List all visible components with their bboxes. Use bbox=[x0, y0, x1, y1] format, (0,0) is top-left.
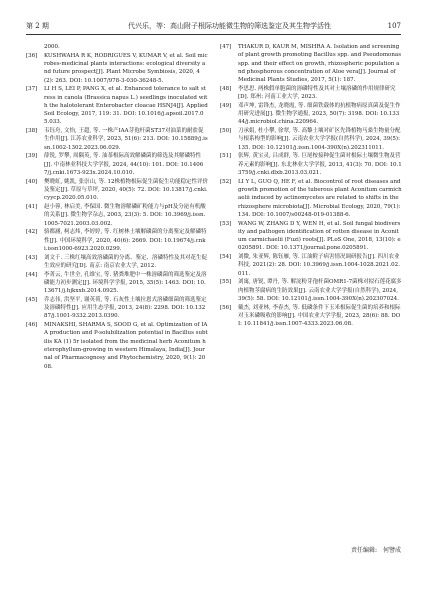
reference-entry bbox=[220, 253, 402, 278]
reference-number: [45] bbox=[26, 296, 38, 303]
reference-text: 张辉, 黄宝灵, 吕成群, 等. 巨尾桉接种促生菌对根际土壤微生物及营养元素的影响[J]. 东北林业大学学报, 2013, 41(3): 70. DOI: 10.13759/j.cnki.dlxb.2013.03.021. bbox=[238, 153, 402, 177]
reference-text: 乔志伟, 洪坚平, 谢英荷, 等. 石灰性土壤拉恩式溶磷细菌的筛选鉴定及溶磷特性[J]. 应用生态学报, 2013, 24(8): 2298. DOI: 10.13287/j.1001-9332.2013.0390. bbox=[44, 296, 207, 320]
reference-text: 骆都涵, 柯志炜, 李婷婷, 等. 红树林土壤解磷菌的分离鉴定及解磷特性[J]. 中国环境科学, 2020, 40(6): 2669. DOI: 10.19674/j.cnki.issn1000-6923.2020.0299. bbox=[44, 229, 207, 252]
reference-number: [44] bbox=[26, 271, 38, 278]
reference-text: 刘微, 朱亚辉, 陈钰雁, 等. 江油附子病害情况调研报告[J]. 四川农业科技, 2021(2): 28. DOI: 10.3969/j.issn.1004-1028.2021.02.011. bbox=[238, 254, 400, 277]
reference-number: [40] bbox=[26, 178, 38, 185]
reference-text: LI Y L, GUO Q, HE F, et al. Biocontrol of root diseases and growth promotion of the tuberous plant Aconitum carmichaelii induced by actinomycetes are related to shifts in the rhizosphere microbiota[J]. Microbial Ecology, 2020, 79(1): 134. DOI: 10.1007/s00248-019-01388-6. bbox=[238, 178, 402, 218]
reference-entry bbox=[220, 127, 402, 152]
reference-entry bbox=[26, 178, 208, 203]
reference-number: [37] bbox=[26, 86, 38, 93]
reference-number: [52] bbox=[220, 178, 232, 185]
reference-entry bbox=[26, 321, 208, 371]
reference-number: [49] bbox=[220, 102, 232, 109]
reference-entry bbox=[220, 43, 402, 84]
page-number: 107 bbox=[387, 22, 401, 30]
reference-text: 薛锐, 罗攀, 周隅英, 等. 油茶根际高效解磷菌的筛选及其解磷特性[J]. 中南林业科技大学学报, 2024, 44(10): 101. DOI: 10.14067/j.cnki.1673-923x.2024.10.010. bbox=[44, 153, 204, 177]
editor-name: 何譬成 bbox=[382, 547, 401, 554]
reference-column-right bbox=[220, 43, 402, 329]
reference-number: [41] bbox=[26, 203, 38, 210]
issue-number: 第 2 期 bbox=[26, 22, 49, 30]
reference-column-left bbox=[26, 43, 208, 371]
reference-text: MINAKSHI, SHARMA S, SOOD G, et al. Optimization of IAA production and P-solubilization potential in Bacillus subtilis KA (1) 5r isolated from the medicinal herb Aconitum heterophyllum-growing in western Himalaya, India[J]. Journal of Pharmacognosy and Phytochemistry, 2020, 9(1): 2008. bbox=[44, 322, 208, 370]
reference-number: [51] bbox=[220, 153, 232, 160]
reference-number: [47] bbox=[220, 44, 232, 50]
reference-entry bbox=[26, 296, 208, 321]
reference-entry bbox=[220, 152, 402, 177]
reference-number: [53] bbox=[220, 220, 232, 227]
reference-number: [55] bbox=[220, 279, 232, 286]
editor-label: 责任编辑: bbox=[350, 547, 377, 554]
reference-number: [50] bbox=[220, 128, 232, 135]
reference-entry bbox=[220, 102, 402, 127]
reference-text: 赵小蓉, 林启美, 李保国. 微生物溶解磷矿粉能力与pH及分泌有机酸的关系[J]. 微生物学杂志, 2003, 23(3): 5. DOI: 10.3969/j.issn.1005-7021.2003.03.002. bbox=[44, 203, 206, 227]
reference-number: [39] bbox=[26, 153, 38, 160]
reference-text: 李菁云, 牛世全, 孔维宝, 等. 猪粪堆肥中一株溶磷菌的筛选鉴定及溶磷能力初步测定[J]. 环境科学学报, 2015, 35(5): 1463. DOI: 10.13671/j.hjkxxb.2014.0925. bbox=[44, 271, 207, 295]
reference-entry bbox=[26, 85, 208, 126]
reference-text: KUSHWAHA R K, RODRIGUES V, KUMAR V, et al. Soil microbes-medicinal plants interactions: ecological diversity and future prospect[J]. Plant Microbe Symbiosis, 2020, 4(2): 263. DOI: 10.1007/978-3-030-36248-5. bbox=[44, 52, 208, 84]
reference-entry bbox=[26, 254, 208, 271]
reference-text: 李思思. 两株假单胞菌的溶磷特性及其对土壤溶磷的作用规律研究[D]. 郑州: 河南工业大学, 2023. bbox=[238, 85, 396, 101]
reference-text: 刀承娟, 杜小攀, 徐翠, 等. 高黎土壤对矿区先锋植物马桑生物量分配与根系构型的影响[J]. 云南农业大学学报(自然科学), 2024, 39(5): 135. DOI: 10.12101/j.issn.1004-390X(n).202311011. bbox=[238, 128, 401, 151]
reference-continuation: 2000. bbox=[44, 44, 60, 50]
running-title: 代兴乐，等：高山附子根际功能微生物的筛选鉴定及其生物学活性 bbox=[128, 22, 331, 30]
reference-entry bbox=[220, 304, 402, 329]
reference-entry bbox=[26, 152, 208, 177]
reference-text: 刘寓, 唐锐, 谭丹, 等. 解淀粉芽孢杆菌OMR1-7菌株对拟石莲花腐多肉植物茎腐病的生防效果[J]. 云南农业大学学报(自然科学), 2024, 39(5): 58. DOI: 10.12101/j.issn.1004-390X(n).202307024. bbox=[238, 279, 402, 303]
reference-entry bbox=[26, 203, 208, 228]
reference-entry bbox=[220, 278, 402, 303]
reference-entry bbox=[26, 228, 208, 253]
reference-number: [56] bbox=[220, 304, 232, 311]
running-header bbox=[26, 22, 401, 35]
responsible-editor bbox=[351, 547, 401, 555]
reference-number: [46] bbox=[26, 322, 38, 329]
reference-text: 刘文千. 三株红壤高效溶磷菌的分离、鉴定、溶磷特性及其对花生促生效应的研究[D]. 南京: 南京农业大学, 2012. bbox=[44, 254, 207, 269]
reference-text: 邓声坤, 雷锋杰, 龙晓霞, 等. 细菌铁载体的抗植物病原真菌及促生作用研究进展[J]. 微生物学通报, 2023, 50(7): 3198. DOI: 10.13344/j.microbiol.china.220964. bbox=[238, 102, 401, 126]
reference-number: [48] bbox=[220, 85, 232, 92]
reference-text: 樊晓虹, 姚凯, 张崇山, 等. 12株植物根际促生菌促生功能稳定性评价及鉴定[J]. 草原与草坪, 2020, 40(5): 72. DOI: 10.13817/j.cnki.cyycp.2020.05.010. bbox=[44, 178, 208, 202]
reference-entry bbox=[26, 271, 208, 296]
reference-text: 韦钰舟, 文怡, 王超, 等. 一株产IAA芽孢杆菌ST37对油菜的耐盐促生作用[J]. 江苏农业科学, 2023, 51(6): 213. DOI: 10.15889/j.issn.1002-1302.2023.06.029. bbox=[44, 128, 208, 151]
reference-entry bbox=[26, 52, 208, 85]
reference-number: [54] bbox=[220, 254, 232, 261]
reference-text: THAKUR D, KAUR M, MISHRA A. Isolation and screening of plant growth promoting Bacillus spp. and Pseudomonas spp. and their effect on growth, rhizospheric population and phosphorous concentration of Aloe vera[J]. Journal of Medicinal Plants Studies, 2017, 5(1): 187. bbox=[238, 44, 402, 84]
reference-number: [43] bbox=[26, 254, 38, 261]
reference-number: [38] bbox=[26, 128, 38, 135]
reference-entry bbox=[220, 220, 402, 253]
reference-text: LI H S, LEI P, PANG X, et al. Enhanced tolerance to salt stress in canola (Brassica napus L.) seedlings inoculated with the halotolerant Enterobacter cloacae HSNJ4[J]. Applied Soil Ecology, 2017, 119: 31. DOI: 10.1016/j.apsoil.2017.05.033. bbox=[44, 86, 208, 126]
reference-number: [36] bbox=[26, 52, 38, 59]
reference-number: [42] bbox=[26, 229, 38, 236]
reference-entry bbox=[220, 178, 402, 219]
reference-text: WANG W, ZHANG D Y, WEN H, et al. Soil fungal biodiversity and pathogen identification of rotten disease in Aconitum carmichaelii (Fuzi) roots[J]. PLoS One, 2018, 13(10): e0205891. DOI: 10.1371/journal.pone.0205891. bbox=[238, 220, 401, 252]
reference-entry bbox=[220, 85, 402, 102]
reference-text: 戴杰, 刘亚林, 李春杰, 等. 低磷条件下玉米根际促生菌的培养和根际对玉米磷吸收的影响[J]. 中国农业大学学报, 2023, 28(6): 88. DOI: 10.11841/j.issn.1007-4333.2023.06.08. bbox=[238, 304, 401, 328]
reference-entry bbox=[26, 127, 208, 152]
